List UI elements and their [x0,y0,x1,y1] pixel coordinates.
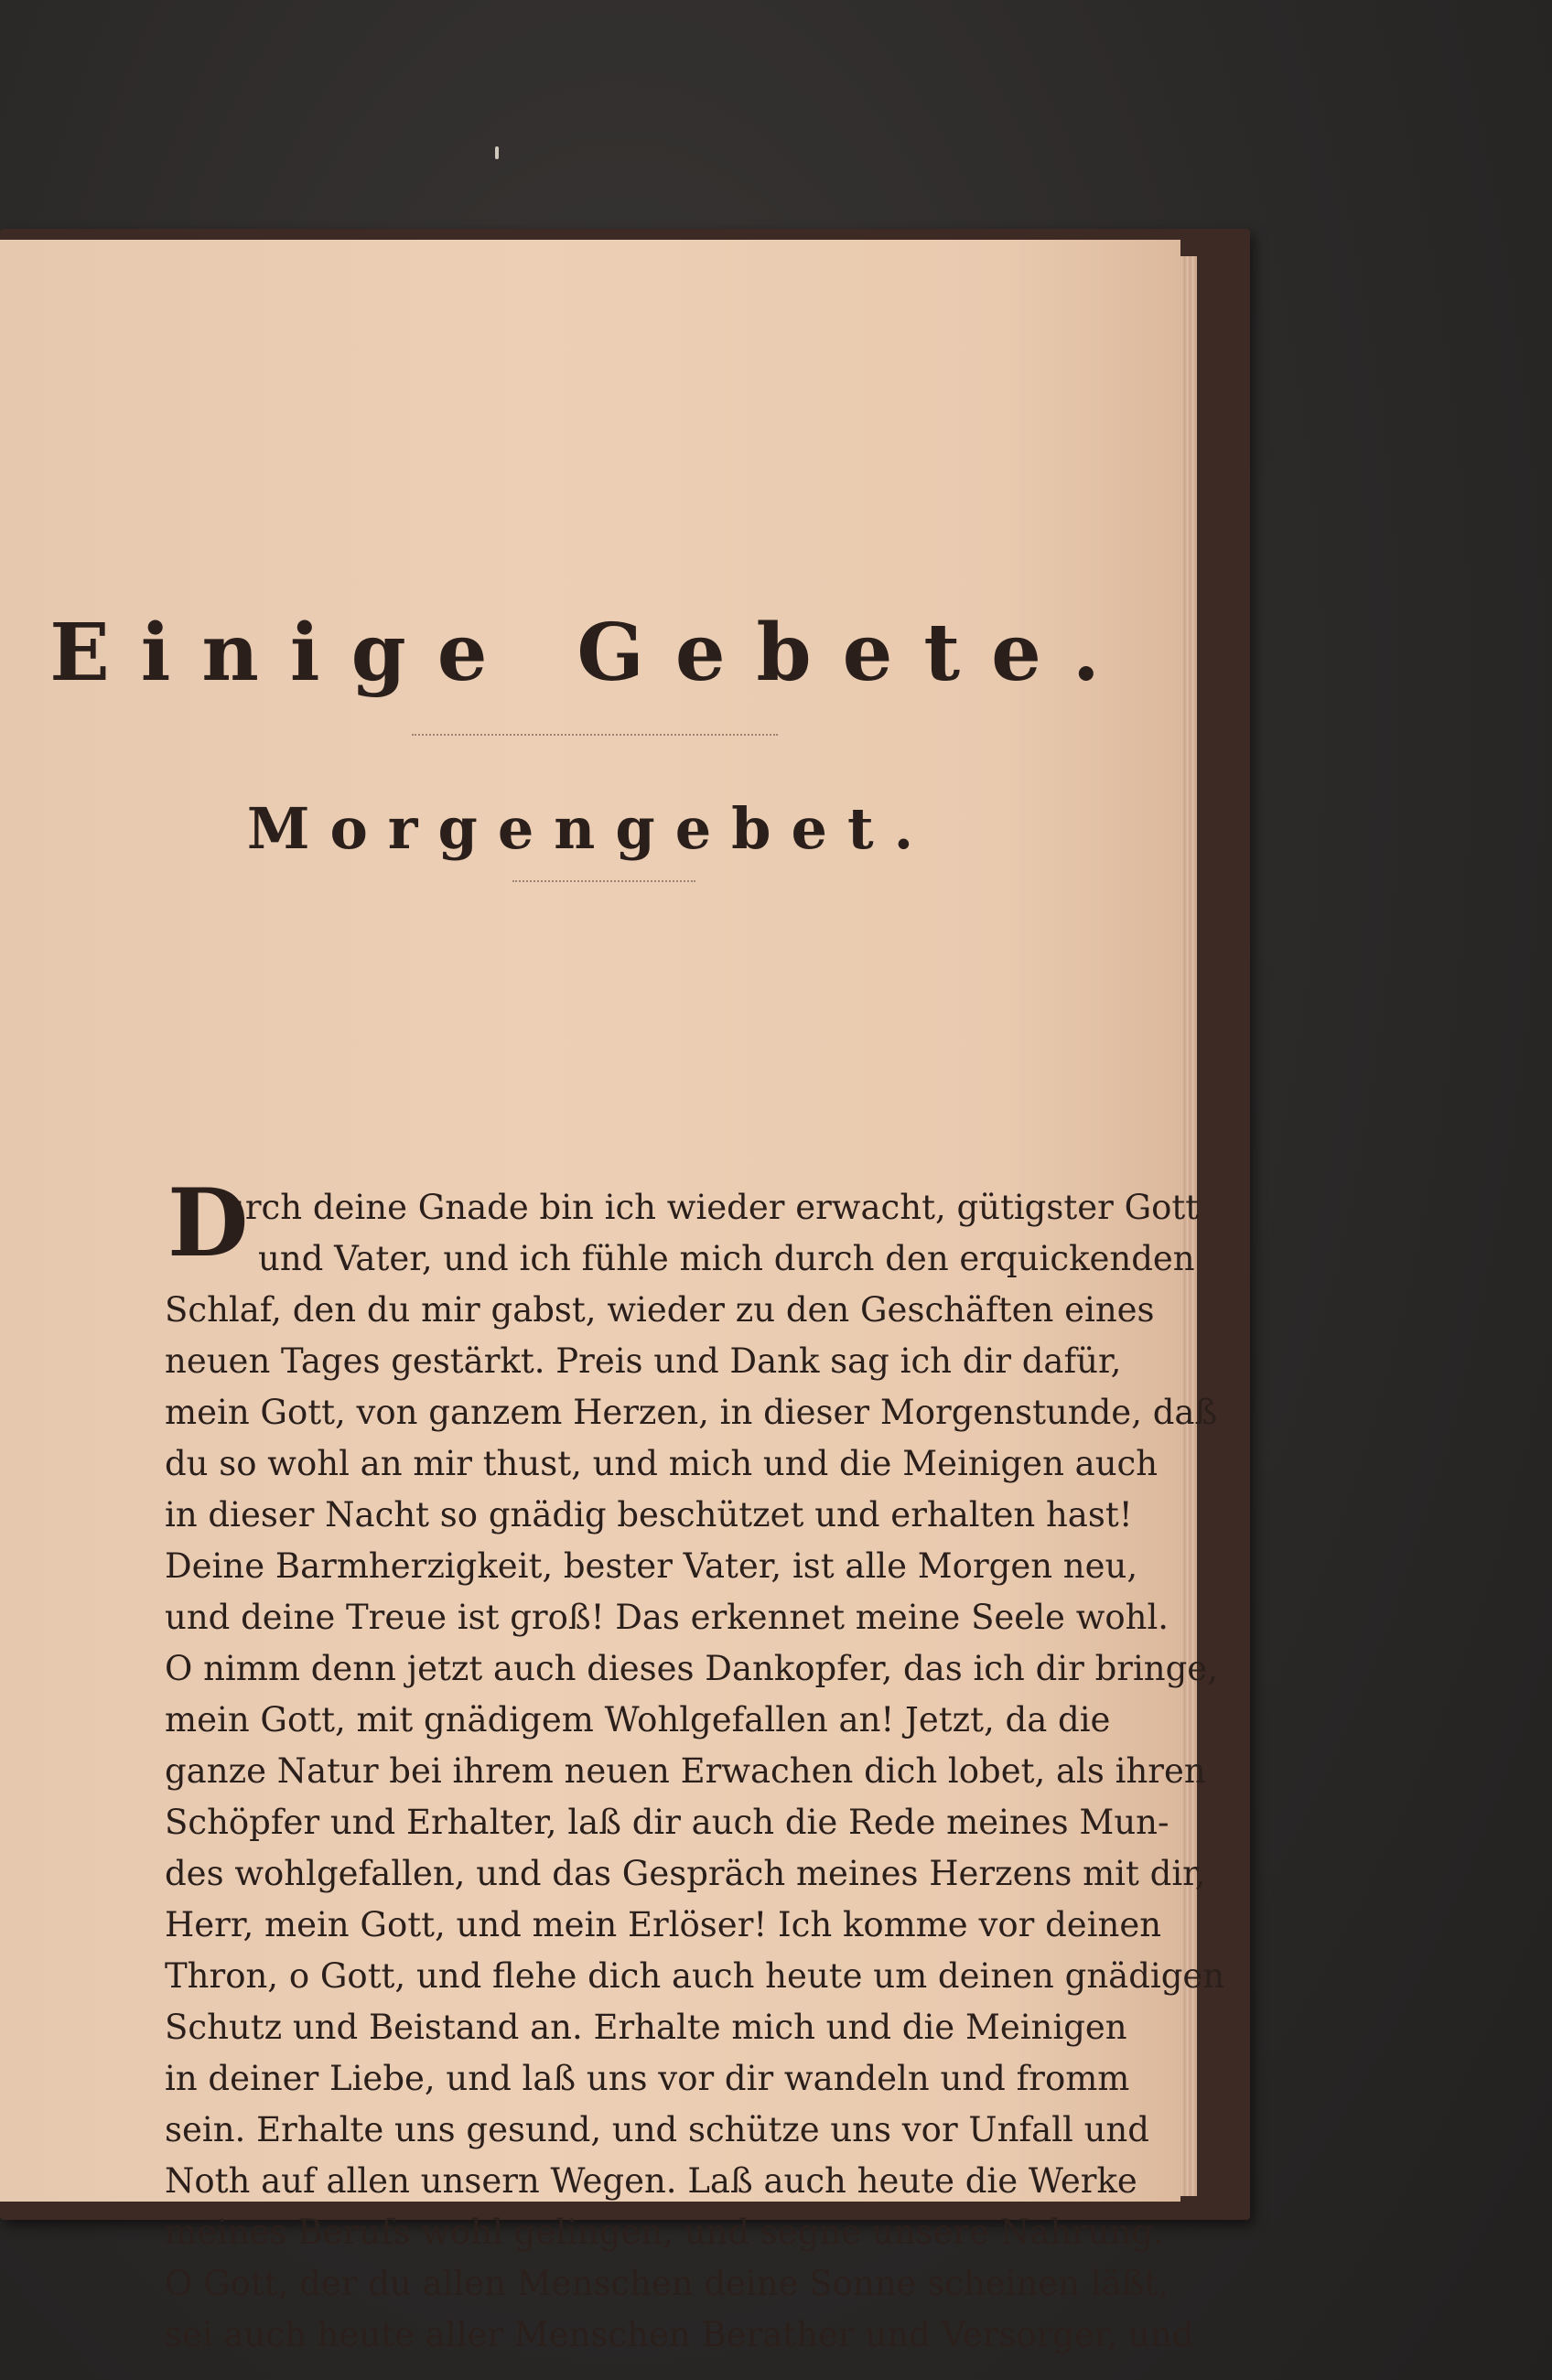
text-line: und Vater, und ich fühle mich durch den erquickenden [258,1239,1195,1278]
prayer-text [165,1182,1225,2361]
text-line: Schöpfer und Erhalter, laß dir auch die Rede meines Mun- [165,1803,1169,1842]
heading-ornament-rule [512,880,695,882]
text-line: neuen Tages gestärkt. Preis und Dank sag ich dir dafür, [165,1341,1122,1381]
text-line: du so wohl an mir thust, und mich und die Meinigen auch [165,1444,1159,1483]
text-line: Thron, o Gott, und flehe dich auch heute um deinen gnädigen [165,1956,1225,1996]
title-ornament-rule [412,734,778,736]
text-line: sein. Erhalte uns gesund, und schütze uns vor Unfall und [165,2110,1149,2149]
page-title: Einige Gebete. [49,607,1131,699]
text-line: sei auch heute aller Menschen Berather und Versorger, und [165,2315,1194,2354]
section-heading: Morgengebet. [246,795,934,862]
book-page [0,240,1225,2354]
text-line: O nimm denn jetzt auch dieses Dankopfer, das ich dir bringe, [165,1649,1218,1688]
text-line: ganze Natur bei ihrem neuen Erwachen dich lobet, als ihren [165,1751,1206,1791]
text-line: mein Gott, von ganzem Herzen, in dieser Morgenstunde, daß [165,1393,1218,1432]
drop-cap: D [167,1168,249,1278]
text-line: in dieser Nacht so gnädig beschützet und erhalten hast! [165,1495,1133,1535]
text-line: Noth auf allen unsern Wegen. Laß auch heute die Werke [165,2161,1137,2201]
page-content [0,240,1225,2354]
text-line: Deine Barmherzigkeit, bester Vater, ist alle Morgen neu, [165,1546,1138,1586]
text-line: des wohlgefallen, und das Gespräch meines Herzens mit dir, [165,1854,1206,1893]
text-line: mein Gott, mit gnädigem Wohlgefallen an! Jetzt, da die [165,1700,1111,1739]
text-line: in deiner Liebe, und laß uns vor dir wandeln und fromm [165,2059,1130,2098]
text-line: Schlaf, den du mir gabst, wieder zu den Geschäften eines [165,1290,1155,1330]
text-line: Herr, mein Gott, und mein Erlöser! Ich komme vor deinen [165,1905,1162,1944]
text-line: Schutz und Beistand an. Erhalte mich und die Meinigen [165,2008,1127,2047]
dust-speck [495,146,499,159]
text-line: meines Berufs wohl gelingen, und segne unsere Nahrung. [165,2213,1164,2252]
text-line: urch deine Gnade bin ich wieder erwacht, gütigster Gott [223,1188,1200,1227]
text-line: O Gott, der du allen Menschen deine Sonne scheinen läßt, [165,2264,1169,2303]
text-line: und deine Treue ist groß! Das erkennet meine Seele wohl. [165,1598,1169,1637]
